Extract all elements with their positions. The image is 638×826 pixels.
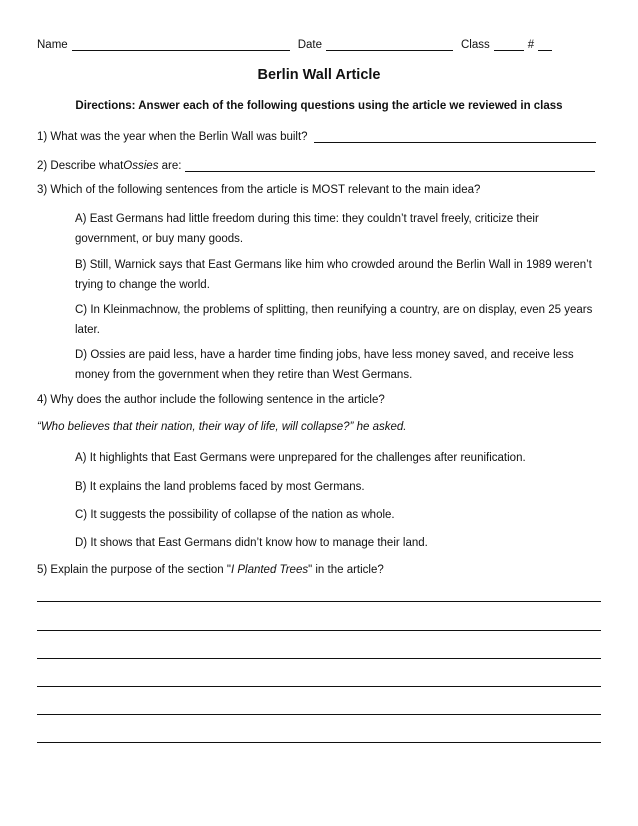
question-3-text: 3) Which of the following sentences from the article is MOST relevant to the main idea? [37, 184, 481, 196]
class-label: Class [460, 39, 490, 51]
question-4-option-d[interactable]: D) It shows that East Germans didn’t know how to manage their land. [75, 537, 428, 549]
name-field[interactable] [72, 38, 290, 51]
name-label: Name [37, 39, 68, 51]
header-row [37, 38, 552, 51]
answer-line[interactable] [37, 658, 601, 659]
question-3 [37, 184, 480, 196]
number-label: # [527, 39, 535, 51]
question-5-section-title: I Planted Trees [230, 564, 309, 576]
date-field[interactable] [326, 38, 453, 51]
directions-text: Directions: Answer each of the following questions using the article we reviewed in class [75, 100, 563, 112]
question-3-option-d[interactable]: D) Ossies are paid less, have a harder time finding jobs, have less money saved, and receive less money from the government when they retire than West Germans. [75, 349, 574, 381]
answer-line[interactable] [37, 686, 601, 687]
answer-line[interactable] [37, 742, 601, 743]
question-5 [37, 564, 384, 576]
question-4-option-c[interactable]: C) It suggests the possibility of collapse of the nation as whole. [75, 509, 395, 521]
question-4-option-b[interactable]: B) It explains the land problems faced by most Germans. [75, 481, 365, 493]
question-1-text: 1) What was the year when the Berlin Wall was built? [37, 131, 308, 143]
question-3-option-b[interactable]: B) Still, Warnick says that East Germans like him who crowded around the Berlin Wall in 1989 weren’t trying to change the world. [75, 259, 592, 291]
question-2-suffix: are: [158, 160, 182, 172]
question-5-suffix: " in the article? [308, 564, 384, 576]
date-label: Date [297, 39, 322, 51]
class-field[interactable] [494, 38, 524, 51]
question-5-prefix: 5) Explain the purpose of the section " [37, 564, 231, 576]
answer-line[interactable] [37, 630, 601, 631]
page-title: Berlin Wall Article [257, 67, 381, 83]
question-1-answer-field[interactable] [314, 130, 596, 143]
question-3-option-c[interactable]: C) In Kleinmachnow, the problems of splitting, then reunifying a country, are on display, even 25 years later. [75, 304, 593, 336]
question-2-answer-field[interactable] [185, 159, 595, 172]
question-4 [37, 394, 385, 406]
question-3-option-a[interactable]: A) East Germans had little freedom during this time: they couldn’t travel freely, criticize their government, or buy many goods. [75, 213, 539, 245]
question-4-option-a[interactable]: A) It highlights that East Germans were unprepared for the challenges after reunification. [75, 452, 526, 464]
number-field[interactable] [538, 38, 552, 51]
question-4-quote-text: “Who believes that their nation, their way of life, will collapse?” he asked. [37, 421, 407, 433]
question-2-prefix: 2) Describe what [37, 160, 124, 172]
question-2 [37, 159, 595, 172]
question-4-text: 4) Why does the author include the following sentence in the article? [37, 394, 385, 406]
answer-line[interactable] [37, 601, 601, 602]
question-4-quote [37, 421, 406, 433]
answer-line[interactable] [37, 714, 601, 715]
question-1 [37, 130, 596, 143]
question-2-term: Ossies [123, 160, 159, 172]
